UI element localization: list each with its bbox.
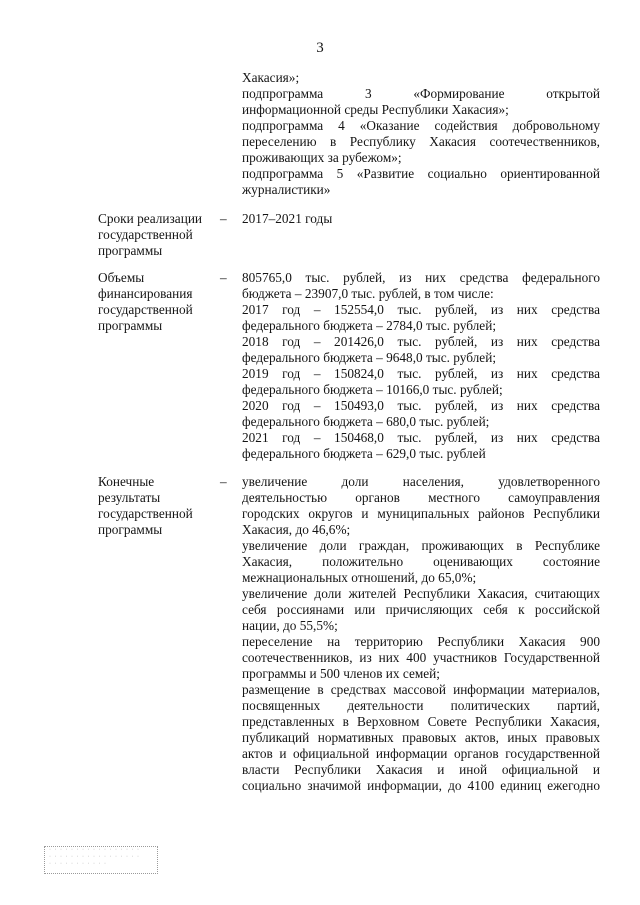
intro-line: переселению в Республику Хакасия соотечественников, [242, 134, 600, 149]
intro-line: проживающих за рубежом»; [242, 150, 402, 165]
section-value-funding: 805765,0 тыс. рублей, из них средства федерального бюджета – 23907,0 тыс. рублей, в том числе: 2017 год – 152554,0 тыс. рублей, из них средства федерального бюджета – 2784,0 тыс. рублей; 2018 год – 201426,0 тыс. рублей, из них средства федерального бюджета – 9648,0 тыс. рублей; 2019 год – 150824,0 тыс. рублей, из них средства федерального бюджета – 10166,0 тыс. рублей; 2020 год – 150493,0 тыс. рублей, из них средства федерального бюджета – 680,0 тыс. рублей; 2021 год – 150468,0 тыс. рублей, из них средства федерального бюджета – 629,0 тыс. рублей [242, 270, 600, 461]
section-label-timeline: Сроки реализации государственной программы [98, 211, 203, 258]
intro-line: подпрограмма 5 «Развитие социально ориентированной [242, 166, 600, 181]
page-number: 3 [316, 40, 324, 56]
intro-text [242, 70, 600, 198]
intro-line: подпрограмма 3 «Формирование открытой [242, 86, 600, 101]
intro-line: подпрограмма 4 «Оказание содействия добровольному [242, 118, 600, 133]
intro-line: Хакасия»; [242, 70, 300, 85]
section-value-results: увеличение доли населения, удовлетворенного деятельностью органов местного самоуправления городских округов и муниципальных районов Республики Хакасия, до 46,6%; увеличение доли граждан, проживающих в Республике Хакасия, положительно оценивающих состояние межнациональных отношений, до 65,0%; увеличение доли жителей Республики Хакасия, считающих себя россиянами или причисляющих себя к российской нации, до 55,5%; переселение на территорию Республики Хакасия 900 соотечественников, из них 400 участников Государственной программы и 500 членов их семей; размещение в средствах массовой информации материалов, посвященных деятельности политических партий, представленных в Верховном Совете Республики Хакасия, публикаций нормативных правовых актов, иных правовых актов и официальной информации органов государственной власти Республики Хакасия и иной официальной и социально значимой информации, до 4100 единиц ежегодно [242, 474, 600, 793]
section-label-funding: Объемы финансирования государственной программы [98, 270, 193, 333]
registration-stamp: · · · · · · · · · · · · · · · · · · · · · · · · · · · · · · · · · · · · · · · · · · · · · [44, 846, 158, 874]
section-label-results: Конечные результаты государственной программы [98, 474, 193, 537]
section-dash: – [220, 270, 227, 285]
section-dash: – [220, 474, 227, 489]
intro-line: журналистики» [242, 182, 331, 197]
section-dash: – [220, 211, 227, 226]
intro-line: информационной среды Республики Хакасия»; [242, 102, 509, 117]
section-value-timeline: 2017–2021 годы [242, 211, 333, 226]
